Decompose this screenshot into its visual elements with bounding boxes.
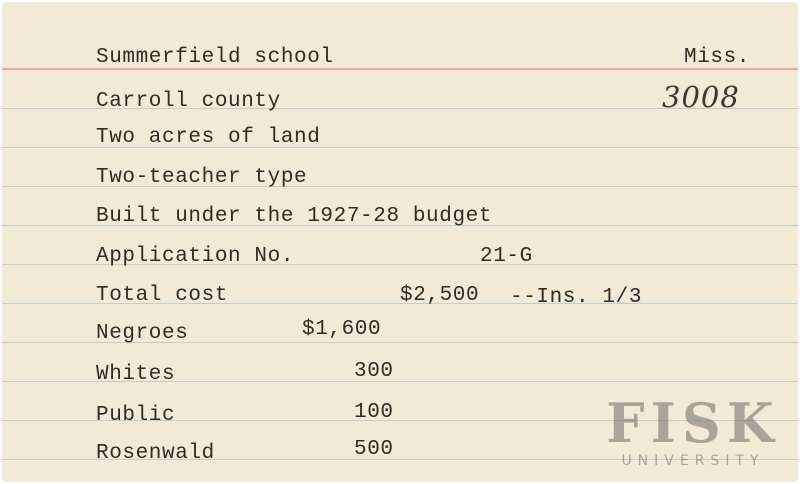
state-abbrev: Miss. [684, 46, 751, 69]
budget-line: Built under the 1927-28 budget [96, 205, 493, 228]
type-line: Two-teacher type [96, 166, 308, 189]
application-value: 21-G [480, 245, 533, 268]
total-cost-label: Total cost [96, 284, 229, 307]
fisk-university-watermark [600, 391, 786, 470]
contribution-label: Whites [96, 363, 176, 386]
contribution-amount: 300 [354, 360, 394, 383]
contribution-amount: 100 [354, 401, 394, 424]
watermark-word: FISK [606, 391, 780, 455]
index-card [2, 2, 798, 482]
contribution-label: Public [96, 404, 176, 427]
insurance-note: --Ins. 1/3 [510, 286, 643, 309]
application-label: Application No. [96, 245, 295, 268]
contribution-label: Negroes [96, 322, 189, 345]
land-line: Two acres of land [96, 126, 321, 149]
handwritten-number: 3008 [662, 80, 740, 114]
contribution-amount: $1,600 [302, 318, 382, 341]
county-line: Carroll county [96, 90, 281, 113]
contribution-label: Rosenwald [96, 442, 215, 465]
school-name: Summerfield school [96, 46, 334, 69]
total-cost-value: $2,500 [400, 284, 480, 307]
watermark-subtitle: UNIVERSITY [621, 453, 765, 469]
contribution-amount: 500 [354, 438, 394, 461]
